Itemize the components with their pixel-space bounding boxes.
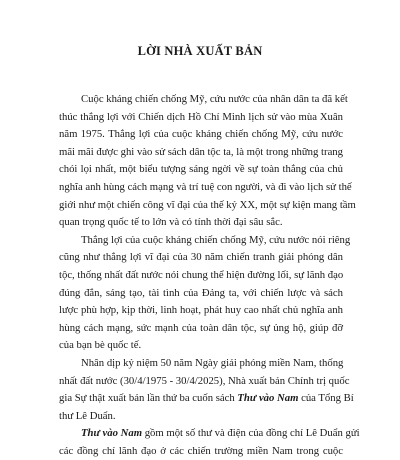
text-line: đúng đắn, sáng tạo, tài tình của Đảng ta, với chiến lược và sách [59, 286, 343, 299]
text-line: mãi mãi được ghi vào sử sách dân tộc ta, là một trong những trang [59, 145, 343, 158]
text-line: quan trọng quốc tế to lớn và có tính thời đại sâu sắc. [59, 216, 283, 229]
paragraph-2 [59, 232, 351, 355]
text-line: tộc, thống nhất đất nước nói chung thể hiện đường lối, sự lãnh đạo [59, 268, 344, 281]
text-line: Thắng lợi của cuộc kháng chiến chống Mỹ, cứu nước nói riêng [81, 233, 351, 246]
text-line: chói lọi nhất, một biểu tượng sáng ngời về sự toàn thắng của chủ [59, 163, 343, 176]
text-run: gia Sự thật xuất bản lần thứ ba cuốn sách [59, 392, 235, 405]
paragraph-3 [59, 355, 354, 425]
book-title: Thư vào Nam [81, 427, 143, 440]
text-line: của bạn bè quốc tế. [59, 339, 142, 352]
text-line: Nhân dịp kỷ niệm 50 năm Ngày giải phóng miền Nam, thống [81, 356, 344, 369]
text-line: các đồng chí lãnh đạo ở các chiến trường miền Nam trong cuộc [59, 444, 343, 457]
text-line [59, 425, 360, 443]
text-line: lược phù hợp, kịp thời, linh hoạt, phát huy cao nhất chủ nghĩa anh [59, 304, 343, 317]
text-run: của Tổng Bí [301, 392, 354, 405]
text-line: thư Lê Duẩn. [59, 409, 116, 422]
book-title: Thư vào Nam [237, 392, 299, 405]
text-line: cũng như thắng lợi vĩ đại của 30 năm chiến tranh giải phóng dân [59, 251, 343, 264]
body-text [59, 91, 360, 460]
text-line: thúc thắng lợi với Chiến dịch Hồ Chí Minh lịch sử vào mùa Xuân [59, 110, 343, 123]
text-line: năm 1975. Thắng lợi của cuộc kháng chiến chống Mỹ, cứu nước [59, 128, 343, 141]
text-line: nghĩa anh hùng cách mạng và trí tuệ con người, và đi vào lịch sử thế [59, 180, 352, 193]
page-title: LỜI NHÀ XUẤT BẢN [137, 44, 263, 58]
text-line: nhất đất nước (30/4/1975 - 30/4/2025), Nhà xuất bản Chính trị quốc [59, 374, 350, 387]
text-line: hùng cách mạng, sức mạnh của toàn dân tộc, sự ủng hộ, giúp đỡ [59, 321, 343, 334]
text-line [59, 390, 354, 408]
paragraph-1 [59, 91, 356, 232]
text-run: gồm một số thư và điện của đồng chí Lê Duẩn gửi [144, 427, 360, 440]
paragraph-4 [59, 425, 360, 460]
text-line: Cuộc kháng chiến chống Mỹ, cứu nước của nhân dân ta đã kết [81, 93, 348, 105]
text-line: giới như một chiến công vĩ đại của thế kỷ XX, một sự kiện mang tầm [59, 198, 356, 211]
